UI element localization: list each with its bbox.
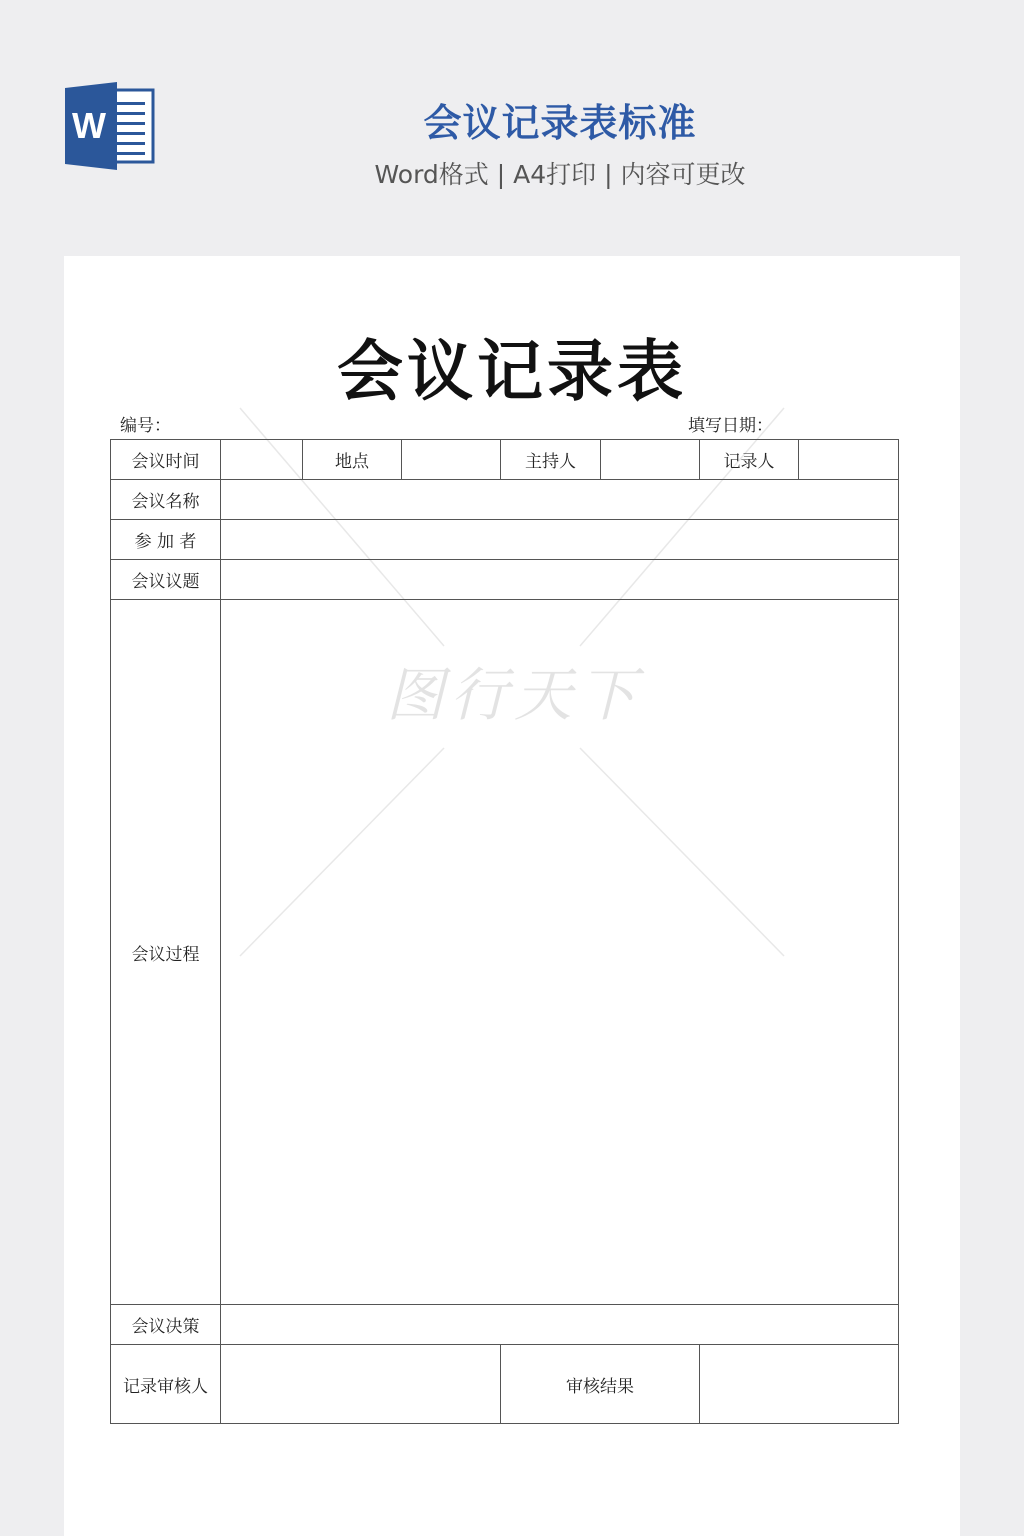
table-row-basic-info	[111, 440, 899, 480]
meeting-time-label: 会议时间	[111, 440, 221, 480]
attendees-label: 参 加 者	[111, 520, 221, 560]
meeting-name-field[interactable]	[221, 480, 899, 520]
decision-field[interactable]	[221, 1305, 899, 1345]
fill-date-label: 填写日期：	[688, 416, 773, 436]
reviewer-field[interactable]	[221, 1345, 501, 1424]
banner-title: 会议记录表标准	[423, 101, 697, 145]
review-result-label: 审核结果	[501, 1345, 700, 1424]
reviewer-label: 记录审核人	[111, 1345, 221, 1424]
host-label: 主持人	[501, 440, 601, 480]
recorder-field[interactable]	[799, 440, 899, 480]
table-row-attendees	[111, 520, 899, 560]
logo-letter: W	[72, 105, 106, 146]
table-row-decision	[111, 1305, 899, 1345]
banner-subtitle: Word格式 | A4打印 | 内容可更改	[374, 160, 746, 189]
meeting-time-field[interactable]	[221, 440, 303, 480]
document-title: 会议记录表	[337, 332, 687, 410]
word-app-icon	[65, 82, 157, 170]
table-row-meeting-name	[111, 480, 899, 520]
place-label: 地点	[303, 440, 402, 480]
number-label: 编号：	[120, 416, 171, 436]
process-label: 会议过程	[111, 600, 221, 1305]
review-result-field[interactable]	[700, 1345, 899, 1424]
topic-label: 会议议题	[111, 560, 221, 600]
process-field[interactable]	[221, 600, 899, 1305]
table-row-review	[111, 1345, 899, 1424]
attendees-field[interactable]	[221, 520, 899, 560]
topic-field[interactable]	[221, 560, 899, 600]
watermark-text: 图行天下	[385, 661, 642, 729]
decision-label: 会议决策	[111, 1305, 221, 1345]
recorder-label: 记录人	[700, 440, 799, 480]
document-page	[64, 256, 960, 1536]
place-field[interactable]	[402, 440, 501, 480]
table-row-topic	[111, 560, 899, 600]
meeting-name-label: 会议名称	[111, 480, 221, 520]
table-row-process	[111, 600, 899, 1305]
host-field[interactable]	[601, 440, 700, 480]
meeting-record-table	[110, 439, 899, 1424]
